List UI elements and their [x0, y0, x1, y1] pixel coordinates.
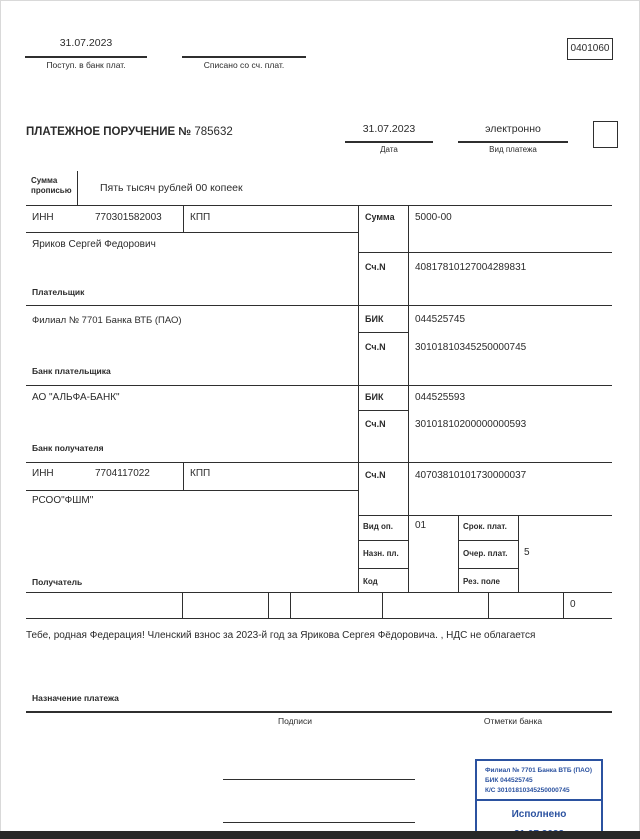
table-border	[518, 515, 519, 592]
priority-value: 5	[524, 547, 530, 558]
divider	[182, 56, 306, 58]
payer-bank-bik-label: БИК	[365, 314, 384, 324]
purpose-code-label: Назн. пл.	[363, 549, 399, 558]
payee-bank-name: АО "АЛЬФА-БАНК"	[32, 392, 120, 403]
table-border	[458, 540, 518, 541]
payer-kpp-label: КПП	[190, 212, 211, 223]
table-border	[26, 618, 612, 619]
payee-account-value: 40703810101730000037	[415, 470, 527, 481]
table-border	[488, 592, 489, 618]
payer-bank-account-label: Сч.N	[365, 342, 386, 352]
table-border	[358, 205, 359, 592]
document-title	[26, 126, 233, 138]
table-border	[408, 205, 409, 592]
payee-bank-account-label: Сч.N	[365, 419, 386, 429]
payment-term-label: Срок. плат.	[463, 522, 507, 531]
received-in-bank-date: 31.07.2023	[59, 37, 113, 49]
payer-account-label: Сч.N	[365, 262, 386, 272]
table-border	[358, 332, 408, 333]
payer-inn-label: ИНН	[32, 212, 54, 223]
payment-purpose-text: Тебе, родная Федерация! Членский взнос за 2023-й год за Ярикова Сергея Фёдоровича. , НДС не облагается	[26, 630, 536, 641]
table-border	[182, 592, 183, 618]
payer-bank-bik-value: 044525745	[415, 314, 466, 325]
payer-bank-name: Филиал № 7701 Банка ВТБ (ПАО)	[32, 315, 182, 326]
date-label: Дата	[380, 145, 398, 154]
operation-kind-label: Вид оп.	[363, 522, 393, 531]
bank-stamp-branch: Филиал № 7701 Банка ВТБ (ПАО)	[485, 767, 592, 774]
payee-section-label: Получатель	[32, 577, 83, 587]
payee-bank-bik-value: 044525593	[415, 392, 466, 403]
table-border	[26, 205, 612, 206]
table-border	[26, 305, 612, 306]
payee-name: РСОО"ФШМ"	[32, 495, 94, 506]
table-border	[382, 592, 383, 618]
payee-inn-label: ИНН	[32, 468, 54, 479]
bank-stamp	[475, 759, 603, 839]
signature-line	[223, 779, 415, 780]
signature-line	[223, 822, 415, 823]
amount-words-label: Сумма прописью	[31, 176, 72, 195]
table-border	[183, 462, 184, 490]
table-border	[26, 490, 358, 491]
payer-section-label: Плательщик	[32, 287, 85, 297]
document-date: 31.07.2023	[362, 123, 416, 135]
priority-label: Очер. плат.	[463, 549, 508, 558]
table-border	[358, 540, 408, 541]
received-in-bank-label: Поступ. в банк плат.	[46, 60, 126, 70]
table-border	[358, 252, 612, 253]
divider	[26, 711, 612, 713]
payment-purpose-label: Назначение платежа	[32, 693, 119, 703]
amount-words-value: Пять тысяч рублей 00 копеек	[100, 182, 243, 194]
form-code: 0401060	[570, 43, 610, 54]
table-border	[358, 515, 612, 516]
payee-bank-bik-label: БИК	[365, 392, 384, 402]
payer-bank-account-value: 30101810345250000745	[415, 342, 527, 353]
signatures-label: Подписи	[278, 716, 312, 726]
form-code-box	[567, 38, 613, 60]
payer-bank-section-label: Банк плательщика	[32, 366, 111, 376]
bank-stamp-status: Исполнено	[511, 809, 567, 821]
payee-bank-account-value: 30101810200000000593	[415, 419, 527, 430]
document-title-text: ПЛАТЕЖНОЕ ПОРУЧЕНИЕ №	[26, 126, 192, 138]
table-border	[358, 568, 408, 569]
payer-inn-value: 770301582003	[95, 212, 162, 223]
table-border	[290, 592, 291, 618]
payee-bank-section-label: Банк получателя	[32, 443, 104, 453]
table-border	[458, 515, 459, 592]
tax-row-value: 0	[570, 599, 576, 610]
table-border	[26, 462, 612, 463]
payment-kind-label: Вид платежа	[489, 145, 537, 154]
bank-stamp-corr-account: К/С 30101810345250000745	[485, 786, 570, 794]
table-border	[183, 205, 184, 232]
bank-marks-label: Отметки банка	[483, 716, 543, 726]
divider	[25, 56, 147, 58]
bank-stamp-header	[477, 761, 601, 801]
payee-kpp-label: КПП	[190, 468, 211, 479]
table-border	[26, 232, 358, 233]
amount-sum-value: 5000-00	[415, 212, 452, 223]
payer-account-value: 40817810127004289831	[415, 262, 527, 273]
amount-sum-label: Сумма	[365, 212, 395, 222]
divider	[458, 141, 568, 143]
debited-from-account-label: Списано со сч. плат.	[203, 60, 285, 70]
payment-kind-value: электронно	[485, 123, 541, 135]
table-border	[563, 592, 564, 618]
reserve-field-label: Рез. поле	[463, 577, 500, 586]
divider	[345, 141, 433, 143]
table-border	[26, 385, 612, 386]
table-border	[26, 592, 612, 593]
code-label: Код	[363, 577, 378, 586]
divider	[77, 171, 78, 205]
payer-name: Яриков Сергей Федорович	[32, 239, 156, 250]
payee-account-label: Сч.N	[365, 470, 386, 480]
table-border	[358, 410, 408, 411]
bank-stamp-bik: БИК 044525745	[485, 776, 533, 784]
bottom-window-edge	[0, 831, 640, 839]
operation-kind-value: 01	[415, 520, 427, 531]
empty-checkbox	[593, 121, 618, 148]
table-border	[268, 592, 269, 618]
payee-inn-value: 7704117022	[95, 468, 150, 479]
table-border	[458, 568, 518, 569]
document-number: 785632	[194, 126, 233, 138]
